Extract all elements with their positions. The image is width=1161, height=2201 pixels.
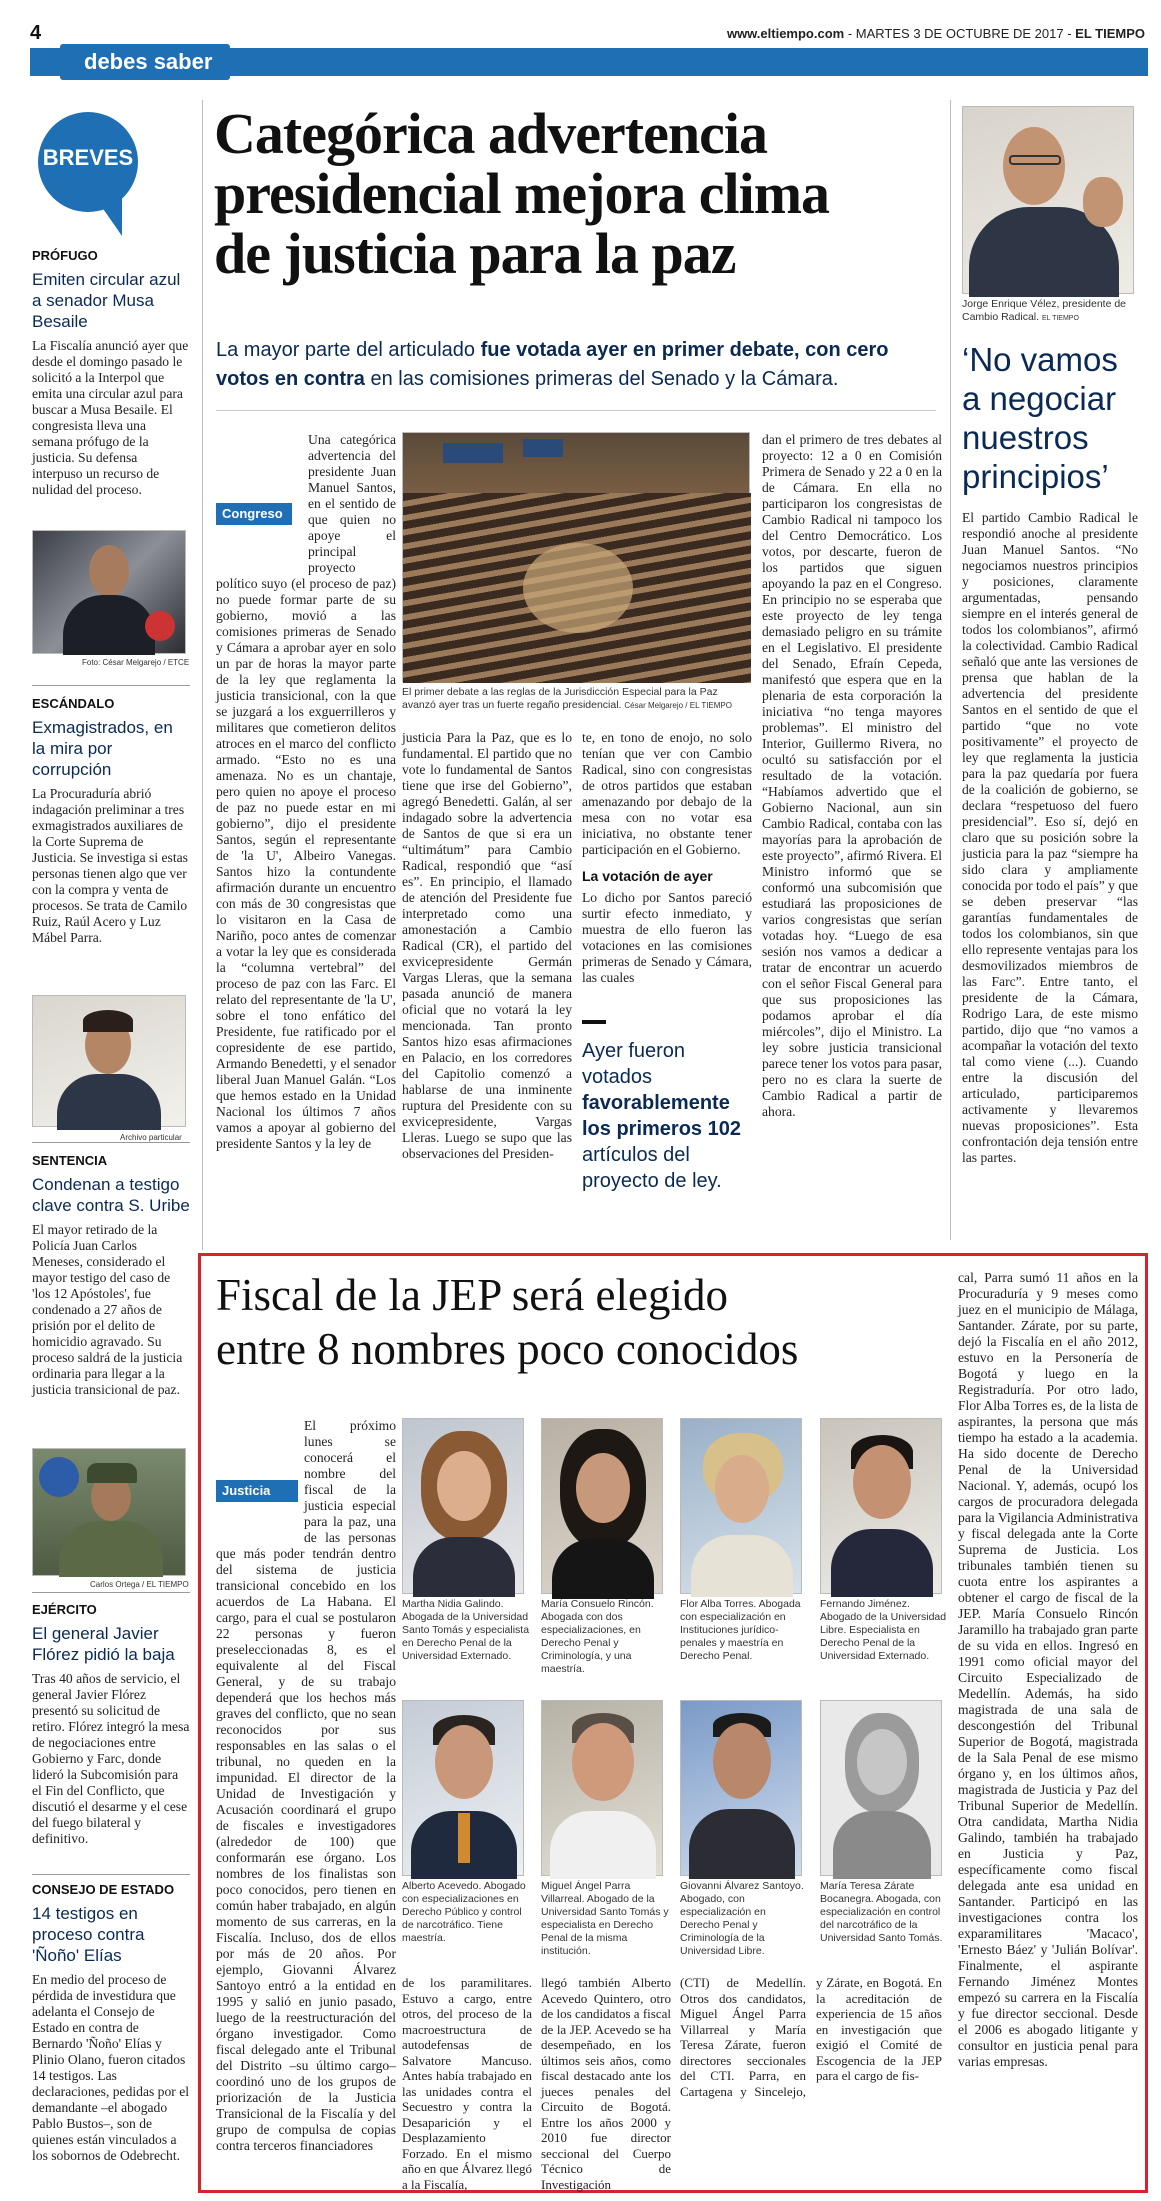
candidate-caption [402,1598,530,1663]
candidate-desc: Abogado con especializaciones en Derecho Público y control de narcotráfico. Tiene maestría. [402,1880,526,1944]
brief-photo-general [32,1448,186,1576]
main-deck [216,336,936,394]
candidate-desc: Abogada con dos especializaciones, en Derecho Penal y Criminología, y una maestría. [541,1611,641,1675]
brief-label: SENTENCIA [32,1153,108,1168]
body-shape [413,1537,515,1597]
paper-name: EL TIEMPO [1075,26,1145,41]
site-url[interactable]: www.eltiempo.com [726,26,845,41]
candidate-photo-acevedo [402,1700,524,1876]
photo-credit: Foto: César Melgarejo / ETCE [82,658,190,667]
brief-escandalo [32,696,190,946]
candidate-caption [402,1880,530,1945]
body-shape [831,1529,933,1597]
face-shape [572,1723,634,1801]
issue-date: MARTES 3 DE OCTUBRE DE 2017 [855,26,1064,41]
brief-text: La Fiscalía anunció ayer que desde el domingo pasado le solicitó a la Interpol que emita una circular azul para buscar a Musa Besaile. El congresista lleva una semana prófugo de la justicia. Su defensa interpuso un recurso de nulidad del proceso. [32,338,189,497]
breves-label: BREVES [42,145,134,170]
subhead: La votación de ayer [582,868,713,884]
candidate-desc: Abogado de la Universidad Santo Tomás y especialista en Derecho Penal de la misma institución. [541,1893,669,1957]
jep-col-4 [680,1975,942,2180]
headline-line: presidencial mejora clima [214,161,830,226]
brief-title[interactable]: El general Javier Flórez pidió la baja [32,1624,175,1664]
deck-text: La mayor parte del articulado [216,339,481,361]
brief-title[interactable]: 14 testigos en proceso contra 'Ñoño' Elías [32,1904,145,1965]
candidate-photo-zarate [820,1700,942,1876]
brief-photo-exmagistrado [32,995,186,1127]
brief-label: ESCÁNDALO [32,696,115,711]
candidate-photo-jimenez [820,1418,942,1594]
body-text: justicia Para la Paz, que es lo fundamental. El partido que no vote lo fundamental de Santos tiene que irse del Gobierno”, agregó Benedetti. Galán, al ser indagado sobre la advertencia de Santos de que si era un “ultimátum” para Cambio Radical, respondió que “así es”. En principio, el llamado de atención del Presidente fue interpretado como una amonestación a Cambio Radical (CR), el partido del exvicepresidente Germán Vargas Lleras, que la semana pasada anunció de manera oficial que no votará la ley mencionada. Tan pronto Santos hizo esas afirmaciones en Palacio, en los corredores del Capitolio comenzó a hablarse de una inminente ruptura del Presidente con su exvicepresidente, Vargas Lleras. Luego se supo que las observaciones del Presiden- [402,730,572,1161]
brief-title[interactable]: Exmagistrados, en la mira por corrupción [32,718,173,779]
face-shape [576,1453,630,1523]
brief-label: EJÉRCITO [32,1602,97,1617]
brief-text: El mayor retirado de la Policía Juan Carlos Meneses, considerado el mayor testigo del caso de 'los 12 Apóstoles', fue condenado a 27 años de prisión por el delito de homicidio agravado. Su proceso saldrá de la justicia ordinaria para llegar a la justicia transicional de paz. [32,1222,183,1397]
brief-label: PRÓFUGO [32,248,98,263]
brief-text: La Procuraduría abrió indagación preliminar a tres exmagistrados auxiliares de la Corte Suprema de Justicia. Se investiga si estas personas tienen algo que ver con la compra y venta de procesos. Se trata de Camilo Ruiz, Raúl Acero y Luz Mábel Parra. [32,786,188,945]
body-text [216,1418,396,2154]
page-number: 4 [30,22,42,44]
main-col-4 [762,432,942,1242]
main-col-3 [582,730,752,1242]
candidate-desc: Abogado de la Universidad Libre. Especialista en Derecho Penal de la Universidad Externado. [820,1611,947,1662]
caption-credit: EL TIEMPO [1041,315,1079,322]
suit-shape [57,1074,161,1130]
face-shape [437,1451,491,1521]
candidate-desc: Abogada con especialización en Instituciones jurídico-penales y maestría en Derecho Penal. [680,1598,801,1662]
breves-divider [202,100,203,1250]
body-shape [550,1811,656,1879]
body-text-inner: Una categórica advertencia del presidente Juan Manuel Santos, en el sentido de que quien no apoye el principal proyecto político suyo (el proceso de paz) no puede formar parte de su gobierno, movió a las comisiones primeras de Senado y Cámara a aprobar ayer en solo un par de horas la mayor parte de la ley que reglamenta la justicia transicional, con la que se juzgará a los exguerrilleros y militares que cometieron delitos atroces en el marco del conflicto armado. “Esto no es una amenaza. No es un chantaje, pero quien no apoye el proceso de paz no puede estar en mi gobierno”, dijo el presidente Santos, según el representante de 'la U', Albeiro Vanegas. Santos hizo la contundente afirmación durante un encuentro con más de 30 congresistas que lo visitaron en la Casa de Nariño, poco antes de comenzar a votar la ley que es considerada la “columna vertebral” del proceso de paz con las Farc. El relato del representante de 'la U', sobre el tono enfático del Presidente, fue ratificado por el copresidente de ese partido, Armando Benedetti, y el senador liberal Juan Manuel Galán. “Los que hemos estado en la Unidad Nacional los últimos 7 años vamos a apoyar al gobierno del presidente Santos y la ley de [216,432,396,1151]
screens-shape [523,439,563,457]
face-shape [1003,127,1065,205]
suit-shape [63,595,155,655]
tag-spacer [216,1482,304,1538]
brief-title[interactable]: Condenan a testigo clave contra S. Uribe [32,1175,190,1215]
floor-shape [523,543,633,633]
body-shape [689,1809,795,1879]
body-text: llegó también Alberto Acevedo Quintero, otro de los candidatos a fiscal de la JEP. Acevedo se ha desempeñado, en los últimos seis años, como fiscal destacado ante los jueces penales del Circuito de Bogotá. Entre los años 2000 y 2010 fue director seccional del Cuerpo Técnico de Investigación [541,1975,671,2192]
brief-ejercito [32,1602,190,1847]
jep-col-2 [402,1975,532,2192]
jep-col-3 [541,1975,671,2192]
face-shape [435,1725,493,1799]
congreso-tag-label: Congreso [222,506,283,521]
headline-line: entre 8 nombres poco conocidos [216,1324,799,1374]
brief-sentencia [32,1153,190,1398]
side-quote-headline[interactable] [962,340,1142,496]
hand-shape [1083,177,1123,227]
flag-shape [39,1457,79,1497]
congress-photo [402,432,750,682]
candidate-photo-galindo [402,1418,524,1594]
brief-divider [32,685,190,686]
candidate-name: Alberto Acevedo. [402,1880,482,1892]
candidate-photo-rincon [541,1418,663,1594]
candidate-caption [541,1598,669,1676]
brief-text: Tras 40 años de servicio, el general Javier Flórez presentó su solicitud de retiro. Flórez integró la mesa de negociaciones entre Gobierno y Farc, donde lideró la Subcomisión para el Fin del Conflicto, que discutió el desarme y el cese del fuego bilateral y definitivo. [32,1671,190,1846]
quote-line: principios’ [962,458,1109,495]
silhouette-face [857,1729,907,1795]
candidate-desc: Abogada, con especialización en control del narcotráfico de la Universidad Santo Tomás. [820,1893,943,1944]
body-text: te, en tono de enojo, no solo tenían que ver con Cambio Radical, sino con congresistas de otros partidos que estaban amenazando por debajo de la mesa con no votar esa iniciativa, no obstante tener participación en el Gobierno. [582,730,752,857]
side-photo-caption [962,298,1134,325]
jep-col-5 [958,1270,1138,2180]
pull-bold: favorablemente los primeros 102 [582,1092,741,1140]
brief-label: CONSEJO DE ESTADO [32,1882,175,1897]
pull-dash [582,1020,606,1024]
jep-col-1 [216,1418,396,2180]
body-text-inner: El próximo lunes se conocerá el nombre del fiscal de la justicia especial para la paz, una de las personas que más poder tendrán dentro del sistema de justicia transicional concebido en los acuerdos de La Habana. El cargo, para el cual se postularon 22 personas y fueron preseleccionadas 8, es el equivalente al del Fiscal General, y de su trabajo dependerá que los hechos más graves del conflicto, que no sean reconocidos por sus responsables en las salas o el tribunal, no queden en la impunidad. El director de la Unidad de Investigación y Acusación coordinará el grupo de fiscales e investigadores (alrededor de 100) que conformarán ese órgano. Los nombres de los finalistas son poco conocidos, pero tienen en común haber trabajado, en algún momento de sus carreras, en la Fiscalía. Incluso, dos de ellos por más de 20 años. Por ejemplo, Giovanni Álvarez Santoyo entró a la entidad en 1995 y salió en junio pasado, luego de la reestructuración del órgano investigador. Como fiscal delegado ante el Tribunal del Distrito –su último cargo– coordinó uno de los grupos de priorización de la Justicia Transicional de la Fiscalía y del grupo de compulsa de copias contra terceros financiadores [216,1418,396,2153]
body-text: dan el primero de tres debates al proyecto: 12 a 0 en Comisión Primera de Senado y 22 a 0 en la de Cámara. En ella no participaron los congresistas de Cambio Radical ni tampoco los del Centro Democrático. Los votos, por descarte, fueron de los partidos que siguen apoyando la paz en el Congreso. En principio no se esperaba que este proyecto de ley tenga demasiado peligro en su trámite en el Legislativo. El presidente del Senado, Efraín Cepeda, manifestó que espera que en la plenaria de esta corporación la iniciativa “no tenga mayores problemas”. El ministro del Interior, Guillermo Rivera, no ocultó su satisfacción por el resultado de la votación. “Habíamos advertido que el Gobierno Nacional, aun sin Cambio Radical, contaba con las mayorías para la aprobación de este proyecto”, afirmó Rivera. El Ministro informó que se conformó una subcomisión que estudiará las proposiciones de varios congresistas que serían votadas hoy. “Luego de esa sesión nos vamos a dedicar a tratar de encontrar un acuerdo con el señor Fiscal General para que sus proposiciones las podamos aprobar el día miércoles”, dijo el Ministro. La ley sobre justicia transicional parece tener los votos para pasar, pero no es clara la suerte de Cambio Radical a partir de ahora. [762,432,942,1119]
body-text: (CTI) de Medellín. Otros dos candidatos, Miguel Ángel Parra Villarreal y María Teresa Zárate, fueron directores seccionales del CTI. Parra, en Cartagena y Sincelejo, y Zárate, en Bogotá. En la acreditación de experiencia de 15 años en investigación que exigió el Comité de Escogencia de la JEP para el cargo de fis- [680,1975,942,2099]
brief-divider [32,1592,190,1593]
candidate-photo-alvarez [680,1700,802,1876]
main-headline[interactable] [214,101,954,286]
candidate-name: María Teresa Zárate Bocanegra. [820,1880,915,1905]
candidate-name: Fernando Jiménez. [820,1598,910,1610]
candidate-caption [820,1880,948,1945]
candidate-caption [680,1598,808,1663]
face-shape [713,1723,771,1799]
face-shape [715,1455,769,1523]
candidate-caption [680,1880,808,1958]
justicia-tag-label: Justicia [222,1483,271,1498]
deck-rule [216,410,936,411]
uniform-shape [59,1521,163,1577]
candidate-name: Giovanni Álvarez Santoyo. [680,1880,804,1892]
brief-text: En medio del proceso de pérdida de investidura que adelanta el Consejo de Estado en contra de Bernardo 'Ñoño' Elías y Plinio Olano, fueron citados 14 testigos. Las declaraciones, pedidas por el demandante –el abogado Pablo Bustos–, son de quienes están vinculados a los sobornos de Odebrecht. [32,1972,190,2163]
headline-line: de justicia para la paz [214,221,736,286]
photo-credit: Archivo particular [120,1133,182,1142]
face-shape [853,1445,911,1519]
photo-caption [402,686,750,712]
breves-badge-tail [90,190,122,236]
candidate-photo-torres [680,1418,802,1594]
body-shape [691,1535,793,1597]
body-text: Lo dicho por Santos pareció surtir efecto inmediato, y muestra de ello fueron las votaciones en las comisiones primeras de Senado y Cámara, las cuales [582,890,752,985]
cap-shape [87,1463,137,1483]
photo-credit: Carlos Ortega / EL TIEMPO [90,1580,189,1589]
glasses-shape [1009,155,1061,165]
candidate-desc: Abogada de la Universidad Santo Tomás y especialista en Derecho Penal de la Universidad Externado. [402,1611,530,1662]
folio: www.eltiempo.com - MARTES 3 DE OCTUBRE DE 2017 - EL TIEMPO [726,26,1145,41]
brief-title[interactable]: Emiten circular azul a senador Musa Besaile [32,270,181,331]
candidate-name: María Consuelo Rincón. [541,1598,654,1610]
pull-text: artículos del proyecto de ley. [582,1144,722,1192]
microphones [145,611,175,641]
brief-photo-besaile [32,530,186,654]
main-col-1 [216,432,396,1242]
velez-photo [962,106,1134,294]
quote-line: ‘No vamos [962,341,1118,378]
body-shape [552,1539,654,1599]
side-body [962,510,1138,1240]
brief-divider [32,1874,190,1875]
silhouette-body [833,1811,931,1879]
candidate-name: Martha Nidia Galindo. [402,1598,504,1610]
screens-shape [443,443,503,463]
jep-headline[interactable] [216,1268,956,1376]
candidate-name: Flor Alba Torres. [680,1598,757,1610]
pull-text: Ayer fueron votados [582,1040,686,1088]
main-col-2 [402,730,572,1242]
caption-credit: César Melgarejo / EL TIEMPO [624,701,732,710]
quote-line: a negociar [962,380,1117,417]
headline-line: Fiscal de la JEP será elegido [216,1270,728,1320]
tie-shape [458,1813,470,1863]
candidate-caption [541,1880,669,1958]
candidate-name: Miguel Ángel Parra Villarreal. [541,1880,631,1905]
candidate-desc: Abogado, con especialización en Derecho Penal y Criminología de la Universidad Libre. [680,1893,766,1957]
body-text: cal, Parra sumó 11 años en la Procuraduría y 9 meses como juez en el municipio de Málaga, Santander. Zárate, por su parte, dejó la Fiscalía en el año 2012, estuvo en la Personería de Bogotá y luego en la Registraduría. Por otro lado, Flor Alba Torres es, de la lista de aspirantes, la persona que más tiempo ha estado a la academia. Ha sido docente de Derecho Penal de la Universidad Nacional. Y, además, ocupó los cargos de procuradora delegada para la Vigilancia Administrativa y fiscal delegada ante la Corte Suprema de Justicia. Los tribunales también tienen su cuota entre los aspirantes a obtener el cargo de fiscal de la JEP. María Consuelo Rincón Jaramillo ha trabajado gran parte de su vida en ellos. Ingresó en 1991 como oficial mayor del Circuito Especializado de Medellín. Además, ha sido magistrada de una sala de descongestión del Tribunal Superior de Bogotá, magistrada de la Sala Penal de ese mismo órgano y, en los últimos años, magistrada de Justicia y Paz del Tribunal Superior de Medellín. Otra candidata, Martha Nidia Galindo, también ha trabajado en Justicia y Paz, específicamente como fiscal delegada ante esa unidad en Santander. Participó en las investigaciones contra los exparamilitares 'Macaco', 'Ernesto Báez' y 'Julián Bolívar'. Finalmente, el aspirante Fernando Jiménez Montes empezó su carrera en la Fiscalía y fue director seccional. Desde el 2006 es abogado litigante y consultor en justicia penal para varias empresas. [958,1270,1138,2069]
pull-quote [582,1038,752,1194]
brief-consejo-estado [32,1882,190,2164]
side-divider [950,100,951,1240]
deck-bold: fue votada ayer en primer debate, con cero votos en contra [216,339,889,390]
candidate-photo-parra [541,1700,663,1876]
brief-profugo [32,248,190,498]
tag-float-spacer [216,498,312,568]
caption-text: Jorge Enrique Vélez, presidente de Cambio Radical. [962,298,1127,323]
candidate-caption [820,1598,948,1663]
body-text: El partido Cambio Radical le respondió anoche al presidente Juan Manuel Santos. “No negociamos nuestros principios y posiciones, claramente argumentadas, pensando siempre en el interés general de todos los colombianos”, afirmó la colectividad. Cambio Radical señaló que ante las versiones de prensa que hablan de la advertencia del presidente Santos en el sentido de que el partido “que no vote positivamente” el proyecto de ley que reglamenta la justicia para la paz quedaría por fuera de la coalición de gobierno, se declara “respetuoso del fuero presidencial”. Eso sí, dejó en claro que su posición sobre la justicia para la paz “siempre ha sido clara y ampliamente conocida por todo el país” y que se deben preservar “las garantías fundamentales de todos los colombianos, sin que ello represente ventajas para los desmovilizados miembros de las Farc”. Entre tanto, el presidente de la Cámara, Rodrigo Lara, de este mismo partido, dijo que “no vamos a acompañar la votación del texto tal como viene (...). Cuando entre la discusión del articulado, participaremos activamente y llevaremos nuevas proposiciones”. Esta confrontación deja tensión entre las partes. [962,510,1138,1165]
section-title: debes saber [84,49,213,74]
body-text: de los paramilitares. Estuvo a cargo, entre otros, del proceso de la macroestructura de autodefensas de Salvatore Mancuso. Antes había trabajado en las unidades contra el Secuestro y contra la Desaparición y el Desplazamiento Forzado. En el mismo año en que Álvarez llegó a la Fiscalía, [402,1975,532,2192]
brief-divider [32,1142,190,1143]
hair-shape [83,1010,133,1032]
caption-text: El primer debate a las reglas de la Jurisdicción Especial para la Paz avanzó ayer tras un fuerte regaño presidencial. [402,686,718,711]
quote-line: nuestros [962,419,1089,456]
headline-line: Categórica advertencia [214,101,767,166]
deck-text: en las comisiones primeras del Senado y la Cámara. [364,368,839,390]
face-shape [89,545,129,597]
